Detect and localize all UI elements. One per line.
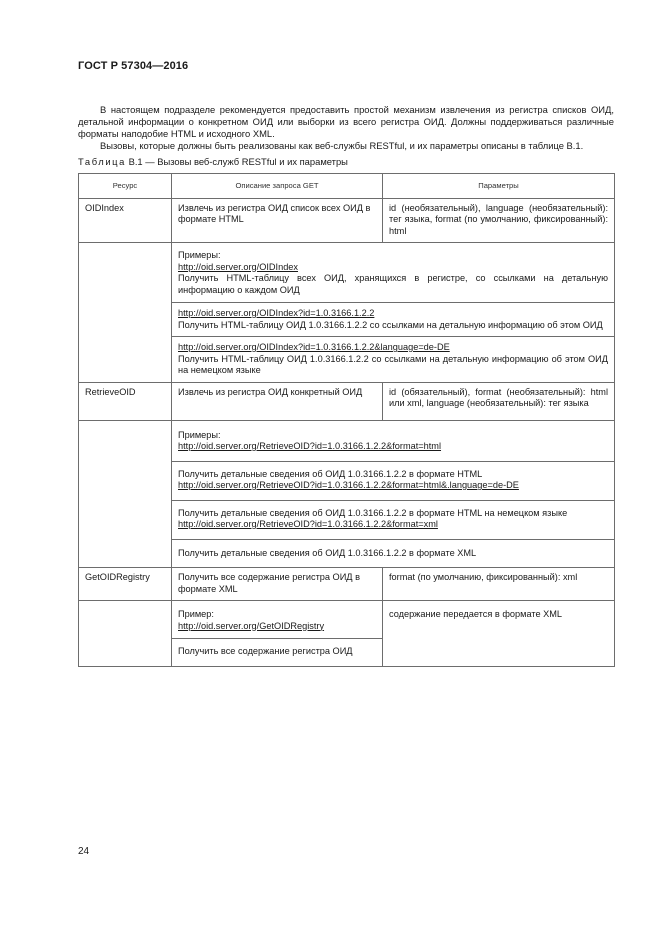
example-params-getoidregistry: содержание передается в формате XML	[383, 601, 615, 667]
example-block	[172, 539, 614, 568]
desc-getoidregistry: Получить все содержание регистра ОИД в формате XML	[172, 568, 383, 601]
example-block	[172, 243, 614, 302]
example-text: Получить детальные сведения об ОИД 1.0.3166.1.2.2 в формате XML	[178, 547, 477, 558]
params-retrieveoid: id (обязательный), format (необязательный): html или xml, language (необязательный): тег языка	[383, 382, 615, 420]
example-text: Получить детальные сведения об ОИД 1.0.3166.1.2.2 в формате HTML	[178, 468, 483, 479]
params-oidindex: id (необязательный), language (необязательный): тег языка, format (по умолчанию, фиксированный): html	[383, 198, 615, 243]
example-block	[172, 500, 614, 539]
table-row-oidindex	[79, 198, 615, 243]
example-text: Получить HTML-таблицу ОИД 1.0.3166.1.2.2 со ссылками на детальную информацию об этом ОИД на немецком языке	[178, 353, 608, 375]
example-block	[172, 336, 614, 382]
example-link[interactable]: http://oid.server.org/OIDIndex	[178, 261, 299, 272]
example-text: Получить все содержание регистра ОИД	[178, 646, 353, 656]
resource-oidindex: OIDIndex	[79, 198, 172, 243]
page-number: 24	[78, 846, 90, 857]
resource-retrieveoid: RetrieveOID	[79, 382, 172, 420]
header-parameters: Параметры	[383, 174, 615, 199]
table-caption	[78, 156, 348, 167]
example-block	[172, 601, 382, 638]
examples-retrieveoid	[172, 420, 615, 568]
empty-cell	[79, 420, 172, 568]
example-text: Получить HTML-таблицу ОИД 1.0.3166.1.2.2 со ссылками на детальную информацию об этом ОИД	[178, 319, 603, 330]
restful-calls-table	[78, 173, 615, 667]
example-text: Получить детальные сведения об ОИД 1.0.3166.1.2.2 в формате HTML на немецком языке	[178, 507, 568, 518]
example-link[interactable]: http://oid.server.org/OIDIndex?id=1.0.3166.1.2.2	[178, 308, 375, 318]
example-link[interactable]: http://oid.server.org/OIDIndex?id=1.0.3166.1.2.2&language=de-DE	[178, 342, 450, 352]
table-header-row	[79, 174, 615, 199]
example-block	[172, 302, 614, 336]
empty-cell	[79, 243, 172, 383]
desc-oidindex: Извлечь из регистра ОИД список всех ОИД в формате HTML	[172, 198, 383, 243]
document-header: ГОСТ Р 57304—2016	[78, 60, 189, 72]
example-text: Получить HTML-таблицу всех ОИД, хранящихся в регистре, со ссылками на детальную информацию о каждом ОИД	[178, 273, 608, 295]
example-block	[172, 461, 614, 500]
example-link[interactable]: http://oid.server.org/RetrieveOID?id=1.0.3166.1.2.2&format=html&.language=de-DE	[178, 480, 519, 490]
params-getoidregistry: format (по умолчанию, фиксированный): xml	[383, 568, 615, 601]
table-row-getoidregistry-examples	[79, 601, 615, 667]
table-caption-text: В.1 — Вызовы веб-служб RESTful и их параметры	[125, 156, 348, 167]
table-row-retrieveoid	[79, 382, 615, 420]
table-row-oidindex-examples	[79, 243, 615, 383]
example-link[interactable]: http://oid.server.org/GetOIDRegistry	[178, 620, 325, 631]
table-caption-label: Таблица	[78, 156, 126, 167]
examples-getoidregistry	[172, 601, 383, 667]
resource-getoidregistry: GetOIDRegistry	[79, 568, 172, 601]
table-row-retrieveoid-examples	[79, 420, 615, 568]
example-link[interactable]: http://oid.server.org/RetrieveOID?id=1.0.3166.1.2.2&format=html	[178, 441, 442, 451]
examples-title: Примеры:	[178, 250, 221, 260]
example-block	[172, 638, 382, 666]
table-row-getoidregistry	[79, 568, 615, 601]
examples-oidindex	[172, 243, 615, 383]
desc-retrieveoid: Извлечь из регистра ОИД конкретный ОИД	[172, 382, 383, 420]
intro-text	[78, 104, 614, 152]
example-link[interactable]: http://oid.server.org/RetrieveOID?id=1.0.3166.1.2.2&format=xml	[178, 519, 438, 529]
examples-title: Пример:	[178, 609, 214, 619]
example-block	[172, 421, 614, 461]
empty-cell	[79, 601, 172, 667]
examples-title: Примеры:	[178, 429, 221, 440]
intro-paragraph-2: Вызовы, которые должны быть реализованы как веб-службы RESTful, и их параметры описаны в таблице В.1.	[100, 140, 584, 151]
header-get-description: Описание запроса GET	[172, 174, 383, 199]
header-resource: Ресурс	[79, 174, 172, 199]
intro-paragraph-1: В настоящем подразделе рекомендуется предоставить простой механизм извлечения из регистра списков ОИД, детальной информации о конкретном ОИД или выборки из всего регистра ОИД. Должны поддерживаться различные форматы наподобие HTML и исходного XML.	[78, 104, 614, 139]
